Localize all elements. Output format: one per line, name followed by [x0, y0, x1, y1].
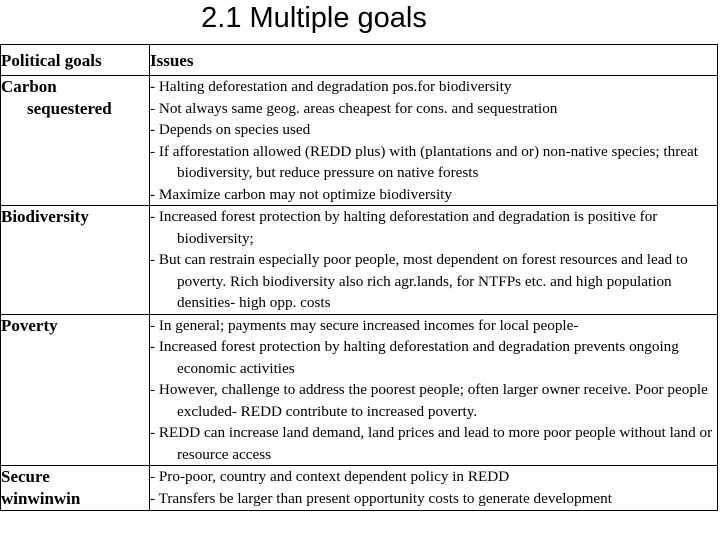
header-row	[1, 45, 718, 76]
goals-table	[0, 44, 718, 511]
header-political-goals: Political goals	[1, 45, 150, 76]
issue-item: - Depends on species used	[150, 121, 311, 138]
row-biodiversity	[1, 206, 718, 315]
issues-cell	[150, 314, 718, 466]
row-poverty	[1, 314, 718, 466]
issue-item: - Pro-poor, country and context dependent policy in REDD	[150, 468, 510, 485]
goal-label-continued: sequestered	[27, 99, 112, 118]
goal-label: Carbon	[1, 77, 57, 96]
issue-item: - REDD can increase land demand, land prices and lead to more poor people without land or resource access	[150, 424, 713, 463]
issues-cell	[150, 76, 718, 206]
issue-item: - In general; payments may secure increased incomes for local people-	[150, 316, 579, 334]
row-carbon	[1, 76, 718, 206]
issues-cell	[150, 466, 718, 511]
issue-item: - Increased forest protection by halting deforestation and degradation is positive for biodiversity;	[150, 208, 658, 247]
slide-title: 2.1 Multiple goals	[201, 2, 427, 34]
issues-cell	[150, 206, 718, 315]
goal-cell	[1, 466, 150, 511]
issue-item: - Halting deforestation and degradation pos.for biodiversity	[150, 78, 512, 95]
row-secure-winwinwin	[1, 466, 718, 511]
goal-label: Biodiversity	[1, 207, 89, 226]
goal-label: Secure	[1, 467, 50, 486]
goal-cell	[1, 76, 150, 206]
goal-label: Poverty	[1, 315, 58, 335]
goal-cell	[1, 314, 150, 466]
goal-label-continued: winwinwin	[1, 489, 81, 508]
issue-item: - If afforestation allowed (REDD plus) with (plantations and or) non-native species; threat biodiversity, but reduce pressure on native forests	[150, 142, 698, 181]
issue-item: - Maximize carbon may not optimize biodiversity	[150, 185, 452, 203]
header-issues: Issues	[150, 45, 718, 76]
issue-item: - However, challenge to address the poorest people; often larger owner receive. Poor people excluded- REDD contribute to increased poverty.	[150, 381, 708, 420]
issue-item: - Transfers be larger than present opportunity costs to generate development	[150, 489, 612, 507]
issue-item: - Not always same geog. areas cheapest for cons. and sequestration	[150, 99, 558, 117]
issue-item: - But can restrain especially poor people, most dependent on forest resources and lead to poverty. Rich biodiversity also rich agr.lands, for NTFPs etc. and high population densities- high opp. costs	[150, 251, 688, 311]
goal-cell	[1, 206, 150, 315]
issue-item: - Increased forest protection by halting deforestation and degradation prevents ongoing economic activities	[150, 338, 679, 377]
